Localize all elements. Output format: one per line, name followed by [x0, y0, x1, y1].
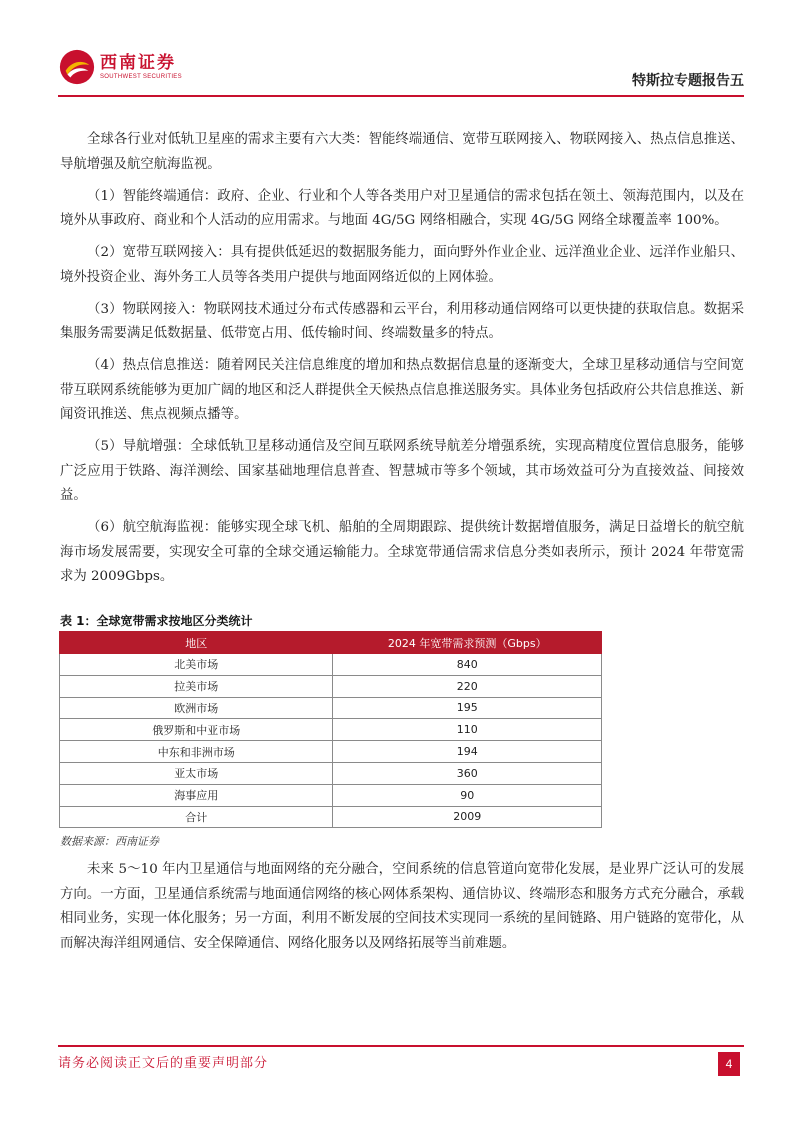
table-title: 表 1：全球宽带需求按地区分类统计 [60, 614, 253, 628]
logo-emblem-icon [58, 48, 96, 86]
page-header [58, 44, 744, 96]
bandwidth-table [59, 631, 602, 828]
demand-cell: 220 [333, 675, 602, 697]
report-title: 特斯拉专题报告五 [632, 73, 744, 89]
region-cell: 海事应用 [60, 784, 333, 806]
table-row [60, 675, 602, 697]
region-cell: 俄罗斯和中亚市场 [60, 719, 333, 741]
column-header-region: 地区 [60, 632, 333, 654]
paragraph-1: （1）智能终端通信：政府、企业、行业和个人等各类用户对卫星通信的需求包括在领土、领海范围内，以及在境外从事政府、商业和个人活动的应用需求。与地面 4G/5G 网络相融合，实现 4G/5G 网络全球覆盖率 100%。 [60, 188, 744, 228]
demand-cell: 90 [333, 784, 602, 806]
page-number: 4 [718, 1052, 740, 1076]
demand-cell: 110 [333, 719, 602, 741]
region-cell: 欧洲市场 [60, 697, 333, 719]
paragraph-closing: 未来 5～10 年内卫星通信与地面网络的充分融合，空间系统的信息管道向宽带化发展，是业界广泛认可的发展方向。一方面，卫星通信系统需与地面通信网络的核心网体系架构、通信协议、终端形态和服务方式充分融合，承载相同业务，实现一体化服务；另一方面，利用不断发展的空间技术实现同一系统的星间链路、用户链路的宽带化，从而解决海洋组网通信、安全保障通信、网络化服务以及网络拓展等当前难题。 [60, 862, 744, 951]
demand-cell: 194 [333, 741, 602, 763]
paragraph-intro: 全球各行业对低轨卫星座的需求主要有六大类：智能终端通信、宽带互联网接入、物联网接入、热点信息推送、导航增强及航空航海监视。 [60, 132, 744, 172]
disclaimer-note: 请务必阅读正文后的重要声明部分 [58, 1056, 269, 1071]
region-cell: 拉美市场 [60, 675, 333, 697]
table-header-row [60, 632, 602, 654]
table-row [60, 762, 602, 784]
paragraph-6: （6）航空航海监视：能够实现全球飞机、船舶的全周期跟踪、提供统计数据增值服务，满足日益增长的航空航海市场发展需要，实现安全可靠的全球交通运输能力。全球宽带通信需求信息分类如表所示，预计 2024 年带宽需求为 2009Gbps。 [60, 520, 744, 584]
logo-english-name: SOUTHWEST SECURITIES [100, 74, 182, 80]
company-logo [58, 48, 182, 86]
region-cell: 北美市场 [60, 654, 333, 676]
table-row [60, 741, 602, 763]
region-cell: 亚太市场 [60, 762, 333, 784]
table-total-row [60, 806, 602, 828]
table-row [60, 719, 602, 741]
column-header-demand: 2024 年宽带需求预测（Gbps） [333, 632, 602, 654]
table-row [60, 697, 602, 719]
table-row [60, 784, 602, 806]
region-cell: 中东和非洲市场 [60, 741, 333, 763]
table-row [60, 654, 602, 676]
paragraph-3: （3）物联网接入：物联网技术通过分布式传感器和云平台，利用移动通信网络可以更快捷的获取信息。数据采集服务需要满足低数据量、低带宽占用、低传输时间、终端数量多的特点。 [60, 301, 744, 341]
header-divider [58, 95, 744, 97]
demand-cell: 195 [333, 697, 602, 719]
region-cell: 合计 [60, 806, 333, 828]
paragraph-2: （2）宽带互联网接入：具有提供低延迟的数据服务能力，面向野外作业企业、远洋渔业企业、远洋作业船只、境外投资企业、海外务工人员等各类用户提供与地面网络近似的上网体验。 [60, 245, 744, 285]
table-source-note: 数据来源：西南证券 [60, 835, 159, 848]
demand-cell: 360 [333, 762, 602, 784]
demand-cell: 2009 [333, 806, 602, 828]
footer-divider [58, 1045, 744, 1047]
logo-chinese-name: 西南证券 [100, 53, 176, 73]
demand-cell: 840 [333, 654, 602, 676]
paragraph-4: （4）热点信息推送：随着网民关注信息维度的增加和热点数据信息量的逐渐变大，全球卫星移动通信与空间宽带互联网系统能够为更加广阔的地区和泛人群提供全天候热点信息推送服务实。具体业务包括政府公共信息推送、新闻资讯推送、焦点视频点播等。 [60, 358, 744, 422]
closing-text [60, 858, 744, 964]
body-text [60, 128, 744, 597]
paragraph-5: （5）导航增强：全球低轨卫星移动通信及空间互联网系统导航差分增强系统，实现高精度位置信息服务，能够广泛应用于铁路、海洋测绘、国家基础地理信息普查、智慧城市等多个领域，其市场效益可分为直接效益、间接效益。 [60, 439, 744, 503]
